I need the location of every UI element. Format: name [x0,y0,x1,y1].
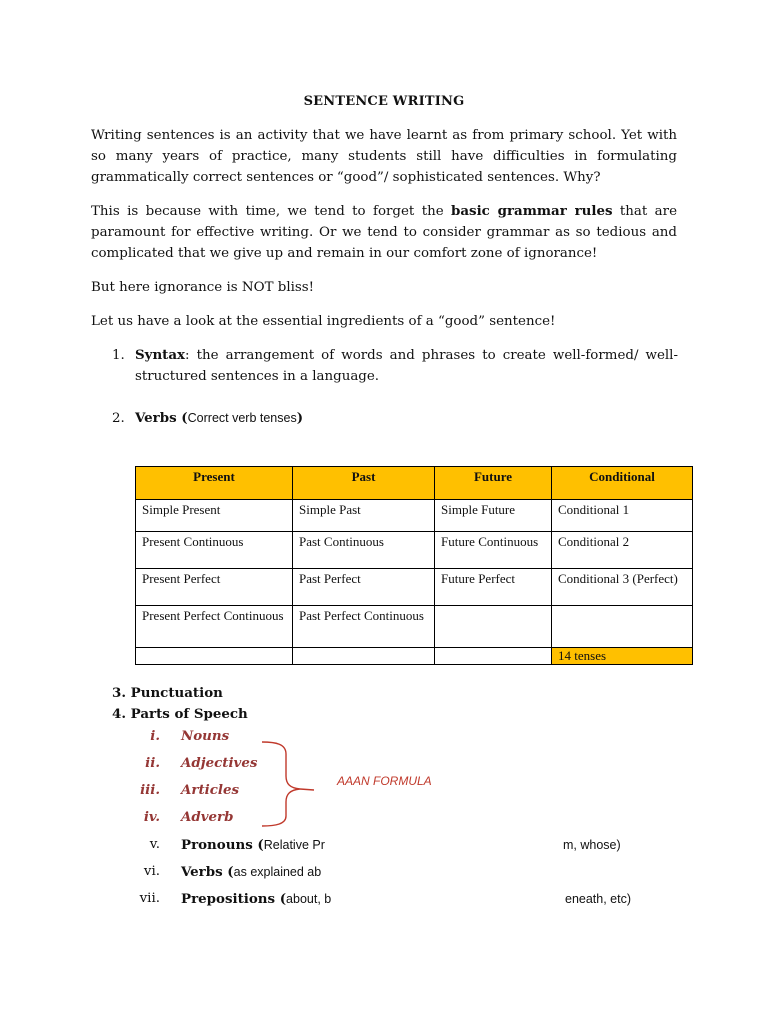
pos-text [181,862,321,883]
column-header: Conditional [552,467,693,500]
column-header: Future [435,467,552,500]
roman-numeral: iv. [143,809,160,825]
table-cell: Present Continuous [136,532,293,569]
ingredients-paragraph: Let us have a look at the essential ingredients of a “good” sentence! [91,314,556,329]
table-cell: Past Perfect Continuous [293,606,435,648]
roman-numeral: ii. [145,755,160,771]
table-cell [435,648,552,665]
table-row [136,569,693,606]
pos-label: Adjectives [181,755,258,771]
pos-text [181,889,331,910]
tenses-table [135,466,693,665]
table-cell: Future Perfect [435,569,552,606]
table-row [136,532,693,569]
pos-bold: Verbs ( [181,864,234,880]
tail-text: m, whose) [563,838,621,852]
table-row [136,606,693,648]
list-item-punctuation: 3. Punctuation [112,685,223,701]
pos-bold: Prepositions ( [181,891,287,907]
table-cell [136,648,293,665]
verbs-close: ) [296,410,304,426]
table-cell: Simple Past [293,500,435,532]
list-number: 1. [112,348,125,363]
intro-paragraph: Writing sentences is an activity that we have learnt as from primary school. Yet with so many years of practice, many students still have difficulties in formulating grammatically correct sentences or “good”/ sophisticated sentences. Why? [91,128,677,185]
roman-numeral: iii. [140,782,160,798]
roman-numeral: vii. [139,891,160,906]
aaan-formula-label: AAAN FORMULA [337,774,432,788]
pos-label: Adverb [181,809,234,825]
right-brace-icon [262,738,332,828]
table-cell [293,648,435,665]
list-item-syntax [112,345,678,387]
pos-label: Nouns [181,728,230,744]
table-cell: Simple Future [435,500,552,532]
page-title: SENTENCE WRITING [303,94,465,109]
tense-count-cell: 14 tenses [552,648,693,665]
grammar-text-b: that are paramount for effective writing. Or we tend to consider grammar as so tedious and complicated that we give up and remain in our comfort zone of ignorance! [91,204,677,261]
table-cell: Past Continuous [293,532,435,569]
table-cell: Conditional 2 [552,532,693,569]
table-cell: Conditional 3 (Perfect) [552,569,693,606]
table-cell: Conditional 1 [552,500,693,532]
table-cell [552,606,693,648]
column-header: Present [136,467,293,500]
pos-bold: Pronouns ( [181,837,264,853]
roman-numeral: i. [150,728,160,744]
tail-text: eneath, etc) [565,892,632,906]
verbs-note: Correct verb tenses [187,411,297,425]
pos-note: Relative Pr [263,838,325,852]
table-cell: Past Perfect [293,569,435,606]
ignorance-paragraph: But here ignorance is NOT bliss! [91,280,315,295]
list-item-verbs [112,408,678,429]
list-item-parts-of-speech: 4. Parts of Speech [112,706,248,722]
syntax-definition: : the arrangement of words and phrases to create well-formed/ well-structured sentences in a language. [135,348,678,384]
grammar-rules-bold: basic grammar rules [451,203,613,219]
grammar-paragraph [91,201,677,264]
pos-note: about, b [286,892,332,906]
roman-numeral: v. [149,837,160,852]
pos-note: as explained ab [233,865,322,879]
grammar-text-a: This is because with time, we tend to forget the [91,204,452,219]
pos-text [181,835,325,856]
table-cell: Present Perfect [136,569,293,606]
verbs-label: Verbs ( [135,410,188,426]
table-cell [435,606,552,648]
pronouns-tail [563,835,621,855]
table-row [136,648,693,665]
pos-label: Articles [181,782,240,798]
list-number: 2. [112,411,125,426]
table-header-row [136,467,693,500]
prepositions-tail [565,889,631,910]
table-row [136,500,693,532]
syntax-label: Syntax [135,347,186,363]
table-cell: Present Perfect Continuous [136,606,293,648]
roman-numeral: vi. [143,864,160,879]
table-cell: Simple Present [136,500,293,532]
column-header: Past [293,467,435,500]
table-cell: Future Continuous [435,532,552,569]
